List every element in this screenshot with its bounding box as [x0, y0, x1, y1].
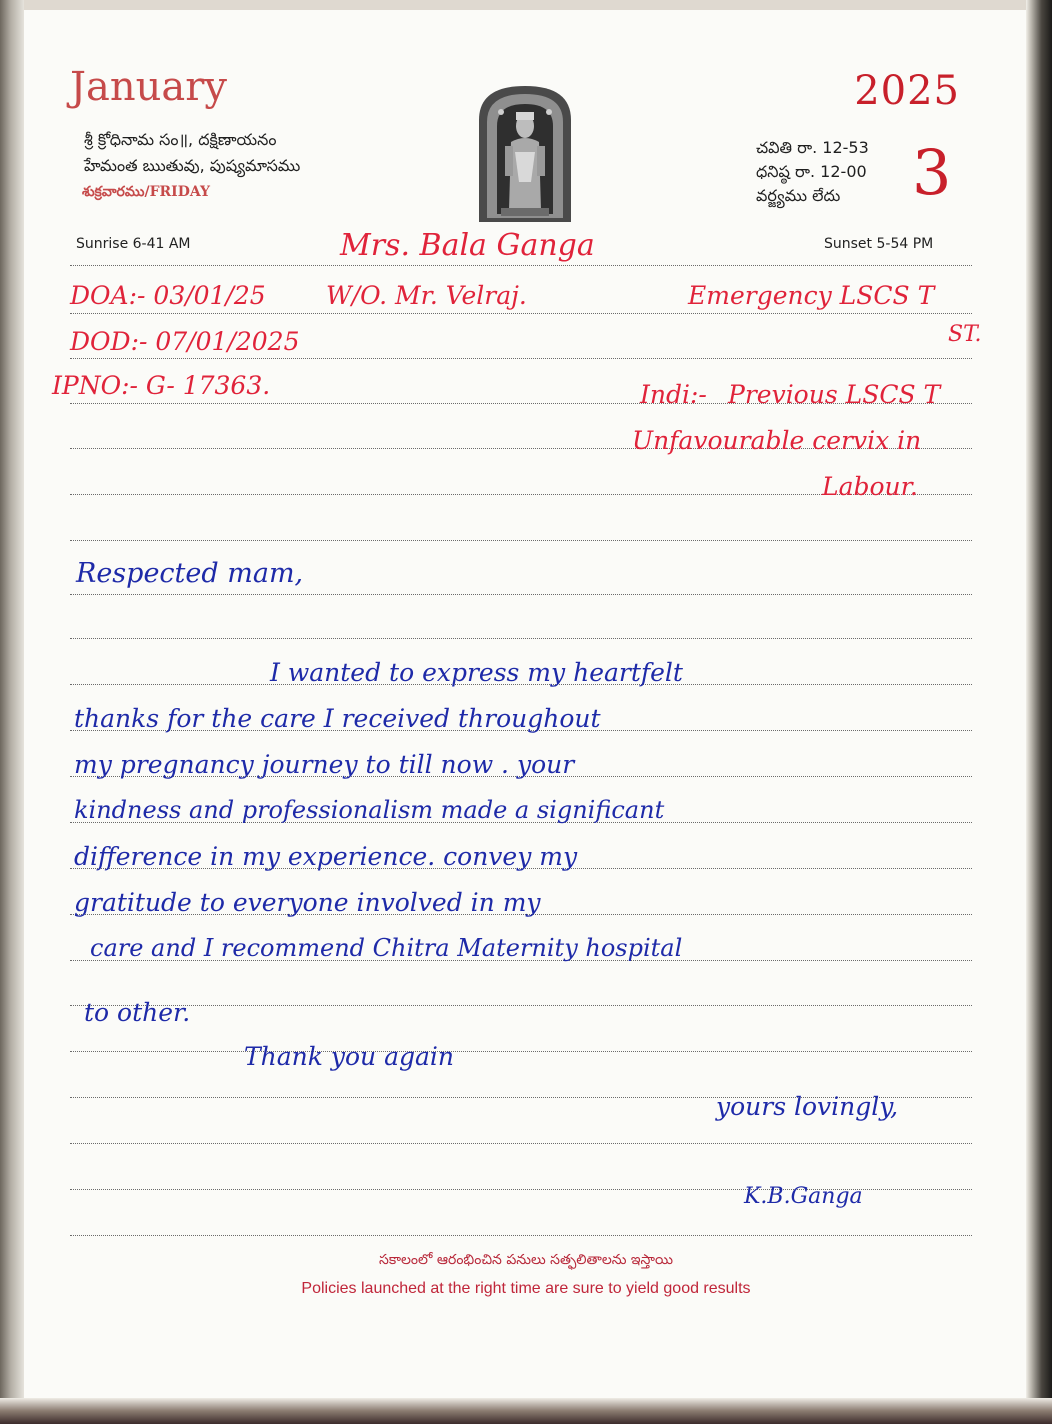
procedure-continued: ST. [948, 322, 982, 347]
year-heading: 2025 [854, 68, 960, 114]
discharge-date: DOD:- 07/01/2025 [70, 327, 300, 356]
binding-left-edge [0, 0, 24, 1424]
ruled-line [70, 358, 972, 359]
letter-line: care and I recommend Chitra Maternity hospital [90, 934, 683, 962]
ruled-line [70, 313, 972, 314]
telugu-season-line: హేమంత ఋతువు, పుష్యమాసము [84, 156, 301, 175]
letter-line: gratitude to everyone involved in my [74, 888, 541, 917]
weekday-label: శుక్రవారము/FRIDAY [82, 184, 211, 200]
letter-line: my pregnancy journey to till now . your [74, 750, 575, 779]
letter-line: I wanted to express my heartfelt [270, 658, 683, 687]
page-top-edge [0, 0, 1052, 10]
binding-bottom-edge [0, 1398, 1052, 1424]
month-heading: January [70, 64, 227, 110]
husband-name: W/O. Mr. Velraj. [326, 281, 527, 310]
letter-line: difference in my experience. convey my [74, 842, 578, 871]
letter-salutation: Respected mam, [76, 558, 304, 589]
indication-line-1: Previous LSCS T [728, 380, 941, 409]
ip-number: IPNO:- G- 17363. [52, 371, 271, 400]
letter-line: kindness and professionalism made a significant [74, 796, 665, 824]
letter-line: to other. [84, 998, 191, 1027]
procedure-text: Emergency LSCS T [688, 281, 935, 310]
signature: K.B.Ganga [744, 1184, 863, 1209]
ruled-line [70, 1051, 972, 1052]
sunrise-label: Sunrise 6-41 AM [76, 236, 191, 252]
varjyam-line: వర్జ్యము లేదు [756, 186, 841, 205]
letter-line: thanks for the care I received throughout [74, 704, 601, 733]
indication-line-3: Labour. [822, 472, 918, 501]
footer-telugu-quote: సకాలంలో ఆరంభించిన పనులు సత్ఫలితాలను ఇస్తాయి [379, 1252, 673, 1268]
admission-date: DOA:- 03/01/25 [70, 281, 266, 310]
patient-name: Mrs. Bala Ganga [340, 228, 595, 263]
tithi-line: చవితి రా. 12-53 [756, 138, 869, 157]
ruled-line [70, 265, 972, 266]
ruled-line [70, 1235, 972, 1236]
deity-emblem-image [471, 82, 579, 222]
ruled-line [70, 594, 972, 595]
ruled-line [70, 540, 972, 541]
letter-closing: Thank you again [244, 1042, 455, 1071]
telugu-year-line: శ్రీ క్రోధినామ సం॥, దక్షిణాయనం [84, 130, 277, 149]
date-number: 3 [912, 136, 952, 209]
indication-line-2: Unfavourable cervix in [632, 426, 922, 455]
ruled-line [70, 1005, 972, 1006]
footer-english-quote: Policies launched at the right time are sure to yield good results [301, 1280, 751, 1297]
ruled-line [70, 638, 972, 639]
ruled-line [70, 1143, 972, 1144]
nakshatra-line: ధనిష్ఠ రా. 12-00 [756, 162, 867, 181]
letter-signoff: yours lovingly, [716, 1092, 899, 1121]
indication-label: Indi:- [640, 380, 707, 409]
sunset-label: Sunset 5-54 PM [824, 236, 934, 252]
binding-right-edge [1026, 0, 1052, 1424]
